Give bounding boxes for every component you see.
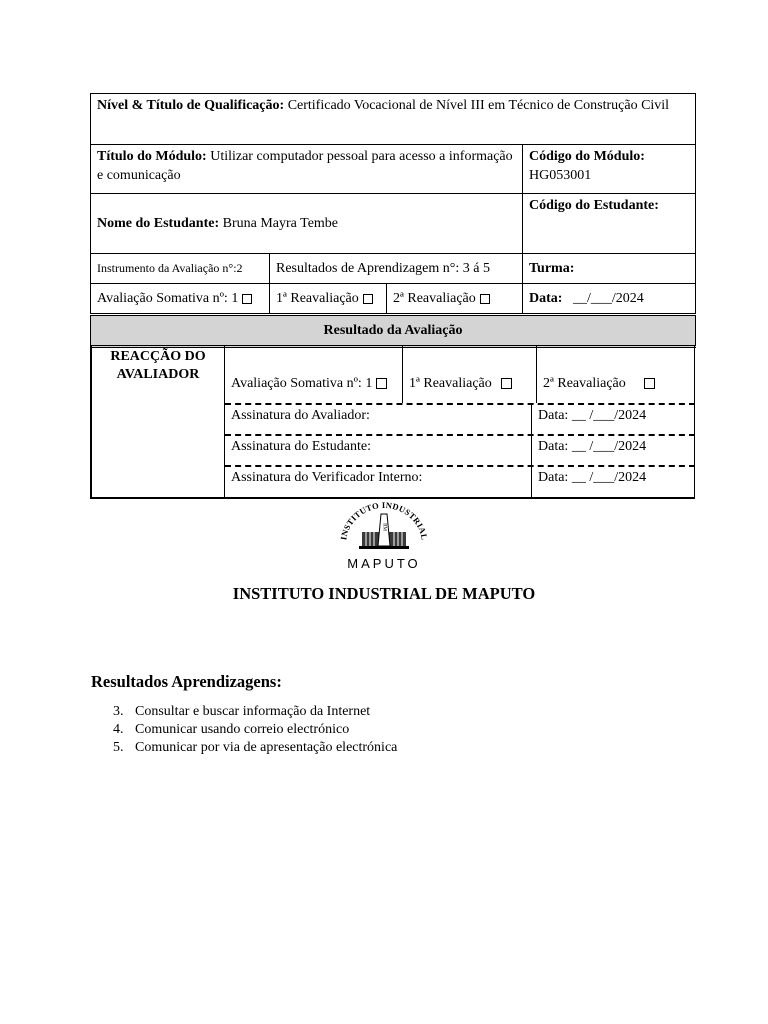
module-title-label: Título do Módulo: (97, 149, 207, 164)
instrument-cell (91, 254, 270, 284)
eval-reeval1-checkbox[interactable] (501, 378, 512, 389)
reeval2-checkbox[interactable] (480, 294, 490, 304)
eval-reeval2-label (543, 376, 655, 392)
results-heading: Resultados Aprendizagens: (91, 672, 282, 691)
reevaluation-cell (270, 284, 523, 315)
module-code-value: HG053001 (529, 168, 592, 183)
list-item-text: Consultar e buscar informação da Internet (135, 704, 371, 719)
module-code-cell (523, 145, 696, 194)
student-code-cell (523, 194, 696, 254)
list-item-text: Comunicar por via de apresentação electrónica (135, 740, 398, 755)
institute-logo (334, 500, 434, 576)
student-signature-date: Data: __ /___/2024 (531, 436, 695, 465)
reeval2-subcell (387, 289, 490, 308)
qualification-value: Certificado Vocacional de Nível III em Técnico de Construção Civil (284, 98, 670, 113)
eval-summative-checkbox[interactable] (376, 378, 387, 389)
evaluator-signature-row (225, 405, 695, 436)
qualification-label: Nível & Título de Qualificação: (97, 98, 285, 113)
reeval1-subcell (270, 284, 387, 313)
eval-reeval1-text: 1ª Reavaliação (409, 376, 492, 391)
logo-city-text: MAPUTO (347, 556, 421, 571)
reaction-label: REACÇÃO DO AVALIADOR (92, 345, 225, 497)
list-item-number: 5. (113, 740, 124, 755)
student-name-cell (91, 194, 523, 254)
learning-results-label: Resultados de Aprendizagem n°: 3 á 5 (276, 261, 490, 276)
student-signature-row (225, 436, 695, 467)
list-item-number: 3. (113, 704, 124, 719)
list-item (90, 739, 397, 757)
evaluation-options-row (225, 345, 695, 405)
list-item (90, 703, 397, 721)
evaluator-signature-label: Assinatura do Avaliador: (231, 408, 370, 423)
results-list (90, 703, 397, 757)
module-title-cell (91, 145, 523, 194)
class-cell (523, 254, 696, 284)
date-value: __/___/2024 (562, 291, 644, 306)
eval-reeval2-text: 2ª Reavaliação (543, 376, 626, 391)
student-name-value: Bruna Mayra Tembe (219, 216, 339, 231)
student-signature-label: Assinatura do Estudante: (231, 439, 371, 454)
reeval2-label: 2ª Reavaliação (393, 291, 476, 306)
verifier-signature-label: Assinatura do Verificador Interno: (231, 470, 423, 485)
reeval1-checkbox[interactable] (363, 294, 373, 304)
summative-label: Avaliação Somativa nº: 1 (97, 291, 239, 306)
list-item-number: 4. (113, 722, 124, 737)
eval-summative-text: Avaliação Somativa nº: 1 (231, 376, 373, 391)
factory-icon (359, 514, 409, 549)
eval-summative-cell (225, 345, 403, 403)
module-code-label: Código do Módulo: (529, 149, 645, 164)
verifier-signature-row (225, 467, 695, 497)
evaluator-signature-date: Data: __ /___/2024 (531, 405, 695, 434)
module-title-value: Utilizar computador pessoal para acesso a informação e comunicação (97, 149, 513, 183)
logo-monogram: IIM (381, 523, 387, 531)
evaluator-section (90, 345, 695, 499)
qualification-cell (91, 94, 696, 145)
eval-summative-label (231, 376, 387, 392)
eval-reeval2-cell (537, 345, 695, 403)
list-item (90, 721, 397, 739)
verifier-signature-date: Data: __ /___/2024 (531, 467, 695, 497)
eval-reeval1-label (409, 376, 512, 392)
institute-name: INSTITUTO INDUSTRIAL DE MAPUTO (232, 584, 536, 603)
learning-results-cell (270, 254, 523, 284)
list-item-text: Comunicar usando correio electrónico (135, 722, 350, 737)
result-header: Resultado da Avaliação (91, 315, 696, 347)
reeval1-label: 1ª Reavaliação (276, 291, 359, 306)
logo-arc-text: INSTITUTO INDUSTRIAL (338, 500, 430, 541)
eval-reeval1-cell (403, 345, 537, 403)
summative-cell (91, 284, 270, 315)
student-name-label: Nome do Estudante: (97, 216, 220, 231)
date-cell (523, 284, 696, 315)
class-label: Turma: (529, 261, 575, 276)
instrument-label: Instrumento da Avaliação n°:2 (97, 261, 243, 275)
summative-checkbox[interactable] (242, 294, 252, 304)
date-label: Data: (529, 291, 563, 306)
assessment-form-table (90, 93, 696, 348)
student-code-label: Código do Estudante: (529, 198, 659, 213)
eval-reeval2-checkbox[interactable] (644, 378, 655, 389)
